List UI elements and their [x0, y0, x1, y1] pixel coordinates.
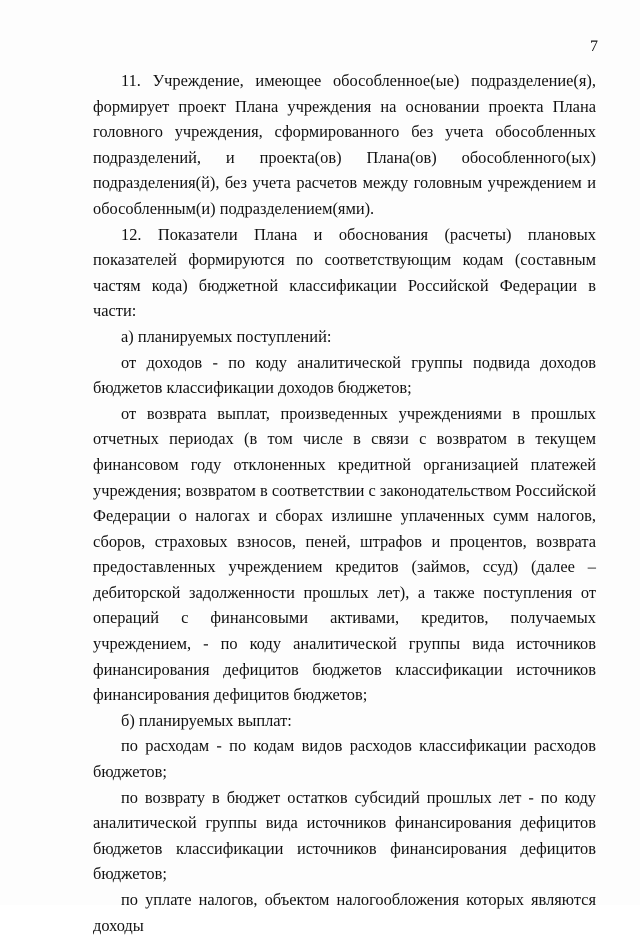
expenses-paragraph: по расходам - по кодам видов расходов классификации расходов бюджетов;: [93, 736, 596, 782]
income-paragraph: от доходов - по коду аналитической группы подвида доходов бюджетов классификации доходов бюджетов;: [93, 352, 596, 398]
paragraph-12: 12. Показатели Плана и обоснования (расчеты) плановых показателей формируются по соответствующим кодам (составным частям кода) бюджетной классификации Российской Федерации в части:: [93, 224, 596, 321]
paragraph-11: 11. Учреждение, имеющее обособленное(ые) подразделение(я), формирует проект Плана учреждения на основании проекта Плана головного учреждения, сформированного без учета обособленных подразделений, и проекта(ов) Плана(ов) обособленного(ых) подразделения(й), без учета расчетов между головным учреждением и обособленным(и) подразделением(ями).: [93, 71, 596, 218]
refund-paragraph: от возврата выплат, произведенных учреждениями в прошлых отчетных периодах (в том числе в связи с возвратом в текущем финансовом году отклоненных кредитной организацией платежей учреждения; возвратом в соответствии с законодательством Российской Федерации о налогах и сборах излишне уплаченных сумм налогов, сборов, страховых взносов, пеней, штрафов и процентов, возврата предоставленных учреждением кредитов (займов, ссуд) (далее – дебиторской задолженности прошлых лет), а также поступления от операций с финансовыми активами, кредитов, получаемых учреждением, - по коду аналитической группы вида источников финансирования дефицитов бюджетов классификации источников финансирования дефицитов бюджетов;: [93, 403, 596, 705]
document-body: [93, 68, 596, 938]
tax-paragraph: по уплате налогов, объектом налогообложения которых являются доходы: [93, 890, 596, 935]
page-number: 7: [590, 38, 598, 55]
subsection-b-heading: б) планируемых выплат:: [121, 710, 292, 730]
subsection-a-heading: а) планируемых поступлений:: [121, 326, 332, 346]
subsidy-return-paragraph: по возврату в бюджет остатков субсидий прошлых лет - по коду аналитической группы вида источников финансирования дефицитов бюджетов классификации источников финансирования дефицитов бюджетов;: [93, 787, 596, 884]
